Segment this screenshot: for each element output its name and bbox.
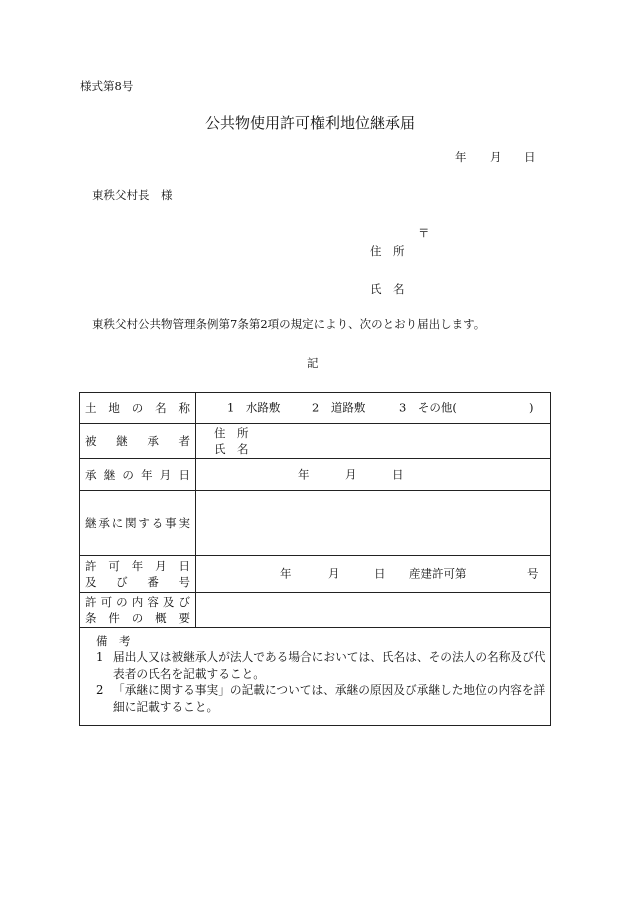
land-name-value-cell xyxy=(196,393,550,423)
land-option-close-paren: ) xyxy=(529,400,534,415)
permit-number-suffix: 号 xyxy=(527,566,539,581)
permit-day: 日 xyxy=(374,566,386,581)
permit-month: 月 xyxy=(328,566,340,581)
succession-date-label: 承継の年月日 xyxy=(85,467,190,482)
succession-facts-label-cell xyxy=(80,491,196,555)
postal-mark: 〒 xyxy=(418,226,430,240)
succession-facts-label: 継承に関する事実 xyxy=(85,516,190,530)
permit-number-prefix: 産建許可第 xyxy=(409,566,467,581)
predecessor-fields xyxy=(214,425,249,457)
succession-month: 月 xyxy=(345,466,357,481)
note-number: 2 xyxy=(96,683,104,697)
succession-facts-value-cell xyxy=(196,491,550,555)
note-item xyxy=(96,682,550,715)
permit-content-value-cell xyxy=(196,593,550,627)
land-option-3: 3 その他( xyxy=(399,400,457,415)
table-row-permit xyxy=(80,556,550,593)
notes-heading: 備 考 xyxy=(96,634,131,648)
table-row-succession-date xyxy=(80,459,550,491)
table-row-succession-facts xyxy=(80,491,550,556)
predecessor-label-cell xyxy=(80,424,196,458)
note-number: 1 xyxy=(96,650,104,664)
applicant-address-label: 住 所 xyxy=(370,244,405,258)
succession-day: 日 xyxy=(392,466,404,481)
date-year: 年 xyxy=(455,150,467,164)
permit-label-line2: 及び番号 xyxy=(85,575,190,589)
land-name-label-cell xyxy=(80,393,196,423)
succession-date-label-cell xyxy=(80,459,196,490)
note-text: 届出人又は被継承人が法人である場合においては、氏名は、その法人の名称及び代表者の氏名を記載すること。 xyxy=(113,650,546,681)
page-title: 公共物使用許可権利地位継承届 xyxy=(205,114,416,132)
permit-year: 年 xyxy=(280,566,292,581)
form-number: 様式第8号 xyxy=(80,79,134,93)
applicant-name-label: 氏 名 xyxy=(370,282,405,296)
table-row-land-name xyxy=(80,393,550,424)
permit-content-label-line1: 許可の内容及び xyxy=(85,595,190,609)
permit-label-cell xyxy=(80,556,196,592)
date-day: 日 xyxy=(524,150,536,164)
date-month: 月 xyxy=(490,150,502,164)
succession-table xyxy=(79,392,551,726)
predecessor-value-cell xyxy=(196,424,550,458)
succession-date-value-cell xyxy=(196,459,550,490)
permit-content-label-cell xyxy=(80,593,196,627)
land-option-1: 1 水路敷 xyxy=(227,400,281,415)
addressee: 東秩父村長 様 xyxy=(92,188,173,202)
permit-label-line1: 許可年月日 xyxy=(85,559,190,573)
permit-content-label-line2: 条件の概要 xyxy=(85,611,190,625)
predecessor-address-label: 住 所 xyxy=(214,426,249,440)
land-name-label: 土地の名称 xyxy=(85,401,190,415)
table-row-permit-content xyxy=(80,593,550,628)
note-item xyxy=(96,649,550,682)
predecessor-label: 被継承者 xyxy=(85,434,190,448)
predecessor-name-label: 氏 名 xyxy=(214,442,249,456)
statement: 東秩父村公共物管理条例第7条第2項の規定により、次のとおり届出します。 xyxy=(92,317,486,331)
notes-section xyxy=(80,628,550,725)
ki-heading: 記 xyxy=(307,356,319,370)
table-row-predecessor xyxy=(80,424,550,459)
permit-value-cell xyxy=(196,556,550,592)
land-option-2: 2 道路敷 xyxy=(312,400,366,415)
succession-year: 年 xyxy=(298,466,310,481)
note-text: 「承継に関する事実」の記載については、承継の原因及び承継した地位の内容を詳細に記載すること。 xyxy=(113,683,546,714)
